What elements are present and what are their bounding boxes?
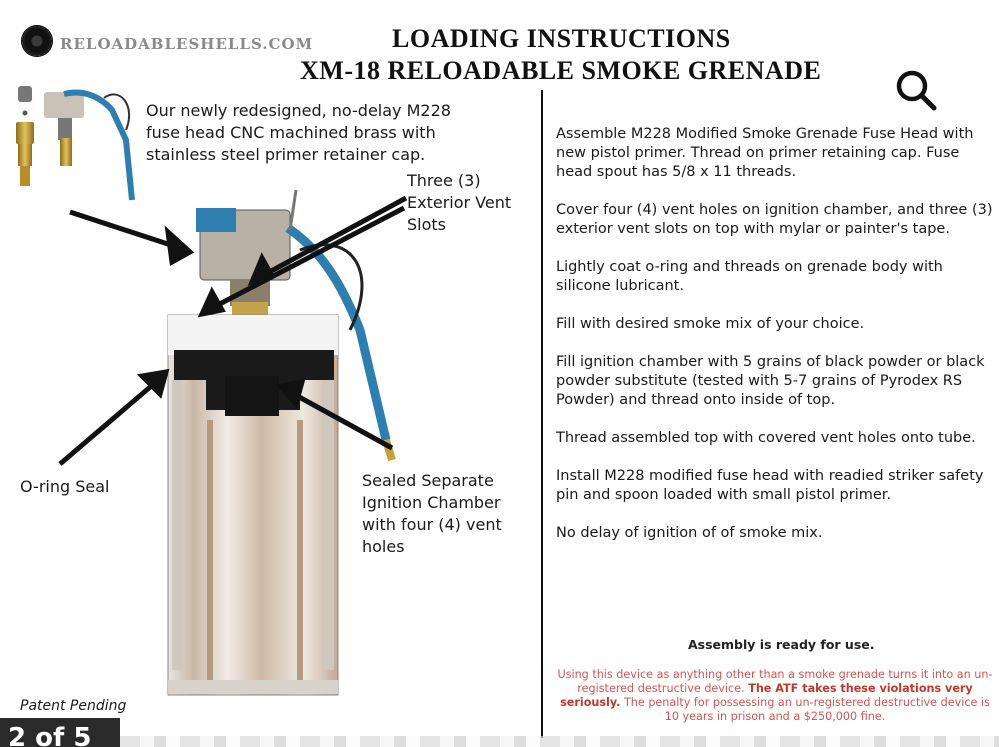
- instruction-step: Install M228 modified fuse head with readied striker safety pin and spoon loaded with small pistol primer.: [556, 468, 984, 503]
- column-divider: [541, 90, 543, 738]
- instruction-step: No delay of ignition of of smoke mix.: [556, 525, 823, 541]
- instruction-step: Thread assembled top with covered vent holes onto tube.: [556, 430, 976, 446]
- instruction-steps: [556, 125, 996, 562]
- caption-o-ring-seal: O-ring Seal: [20, 477, 110, 496]
- legal-warning: [553, 668, 997, 724]
- caption-exterior-vent-slots: Three (3) Exterior Vent Slots: [407, 171, 512, 234]
- warning-part-2: The ATF takes these violations very seriously.: [560, 682, 973, 709]
- caption-ignition-chamber: Sealed Separate Ignition Chamber with four (4) vent holes: [362, 471, 502, 556]
- assembly-ready-note: Assembly is ready for use.: [688, 637, 875, 652]
- primer-cap-part: [16, 86, 34, 186]
- site-logo-text: RELOADABLESHELLS.COM: [60, 35, 314, 53]
- site-logo-icon: [22, 26, 52, 56]
- patent-pending-label: Patent Pending: [20, 698, 127, 714]
- gallery-counter: 2 of 5: [0, 718, 120, 747]
- thumbnail-strip[interactable]: [120, 736, 999, 747]
- warning-part-3: The penalty for possessing an un-registered destructive device is 10 years in prison and a $250,000 fine.: [623, 696, 990, 723]
- magnifier-icon[interactable]: [892, 66, 940, 114]
- grenade-body-tube: [168, 315, 338, 695]
- instruction-step: Fill ignition chamber with 5 grains of black powder or black powder substitute (tested with 5-7 grains of Pyrodex RS Powder) and thread onto inside of top.: [556, 354, 985, 408]
- page-title: LOADING INSTRUCTIONS: [392, 24, 731, 53]
- instruction-step: Lightly coat o-ring and threads on grenade body with silicone lubricant.: [556, 259, 943, 294]
- instruction-step: Assemble M228 Modified Smoke Grenade Fuse Head with new pistol primer. Thread on primer retaining cap. Fuse head spout has 5/8 x 11 threads.: [556, 126, 974, 180]
- instruction-step: Cover four (4) vent holes on ignition chamber, and three (3) exterior vent slots on top with mylar or painter's tape.: [556, 202, 993, 237]
- warning-part-1: Using this device as anything other than a smoke grenade turns it into an un-registered destructive device.: [557, 668, 993, 695]
- caption-fuse-head: Our newly redesigned, no-delay M228 fuse head CNC machined brass with stainless steel primer retainer cap.: [146, 101, 451, 164]
- instruction-step: Fill with desired smoke mix of your choice.: [556, 316, 865, 332]
- fuse-head-small: [44, 92, 132, 200]
- page-subtitle: XM-18 RELOADABLE SMOKE GRENADE: [300, 56, 822, 85]
